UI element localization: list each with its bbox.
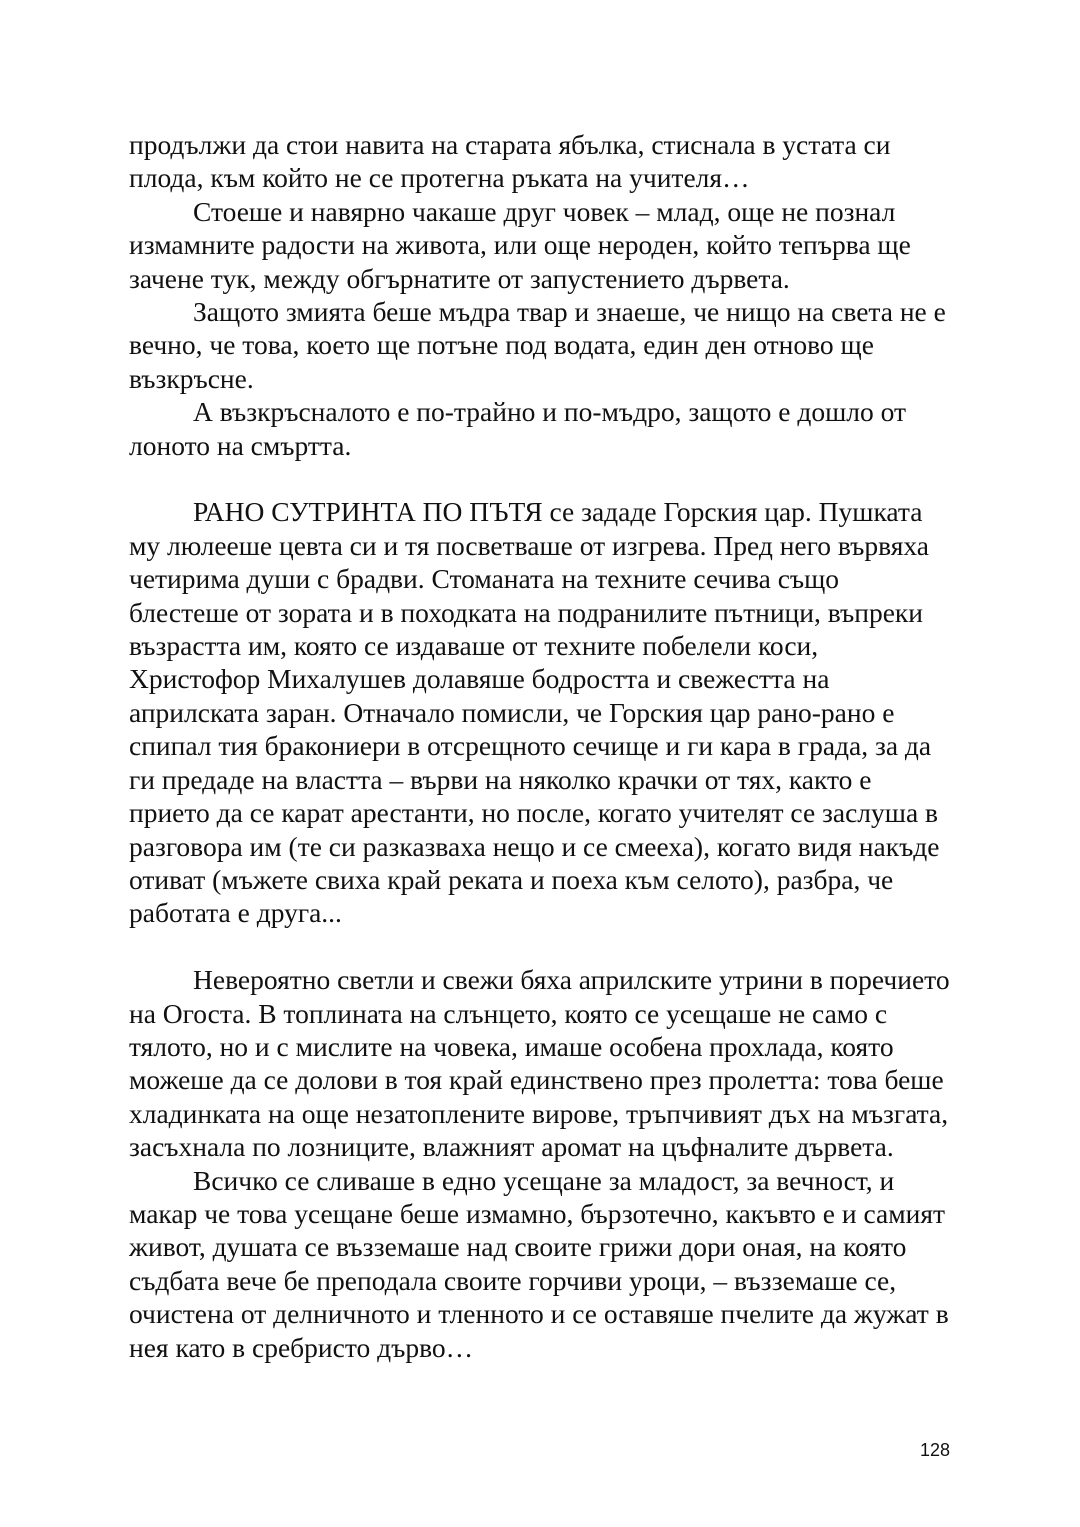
paragraph-section-start: РАНО СУТРИНТА ПО ПЪТЯ се зададе Горския цар. Пушката му люлееше цевта си и тя посветваше от изгрева. Пред него вървяха четирима души с брадви. Стоманата на техните сечива също блестеше от зората и в походката на подранилите пътници, въпреки възрастта им, която се издаваше от техните побелели коси, Христофор Михалушев долавяше бодростта и свежестта на априлската заран. Отначало помисли, че Горския цар рано-рано е спипал тия бракониери в отсрещното сечище и ги кара в града, за да ги предаде на властта – върви на няколко крачки от тях, както е прието да се карат арестанти, но после, когато учителят се заслуша в разговора им (те си разказваха нещо и се смееха), когато видя накъде отиват (мъжете свиха край реката и поеха към селото), разбра, че работата е друга... [129,496,940,929]
page-number: 128 [919,1440,950,1460]
paragraph: Стоеше и навярно чакаше друг човек – млад, още не познал измамните радости на живота, или още нероден, който тепърва ще зачене тук, между обгърнатите от запустението дървета. [129,195,911,294]
paragraph: А възкръсналото е по-трайно и по-мъдро, защото е дошло от лоното на смъртта. [129,396,907,461]
paragraph: Защото змията беше мъдра твар и знаеше, че нищо на света не е вечно, че това, което ще потъне под водата, един ден отново ще възкръсне. [129,296,946,394]
section-break [129,930,955,963]
section-break [129,462,955,495]
paragraph: Всичко се сливаше в едно усещане за младост, за вечност, и макар че това усещане беше измамно, бързотечно, какъвто е и самият живот, душата се възземаше над своите грижи дори оная, на която съдбата вече бе преподала своите горчиви уроци, – възземаше се, очистена от делничното и тленното и се оставяше пчелите да жужат в нея като в сребристо дърво… [129,1164,949,1363]
paragraph: Невероятно светли и свежи бяха априлските утрини в поречието на Огоста. В топлината на слънцето, която се усещаше не само с тялото, но и с мислите на човека, имаше особена прохлада, която можеше да се долови в тоя край единствено през пролетта: това беше хладинката на още незатоплените вирове, тръпчивият дъх на мъзгата, засъхнала по лозниците, влажният аромат на цъфналите дървета. [129,964,950,1163]
paragraph-continuation: продължи да стои навита на старата ябълка, стиснала в устата си плода, към който не се протегна ръката на учителя… [129,129,891,194]
body-text [129,128,955,1364]
